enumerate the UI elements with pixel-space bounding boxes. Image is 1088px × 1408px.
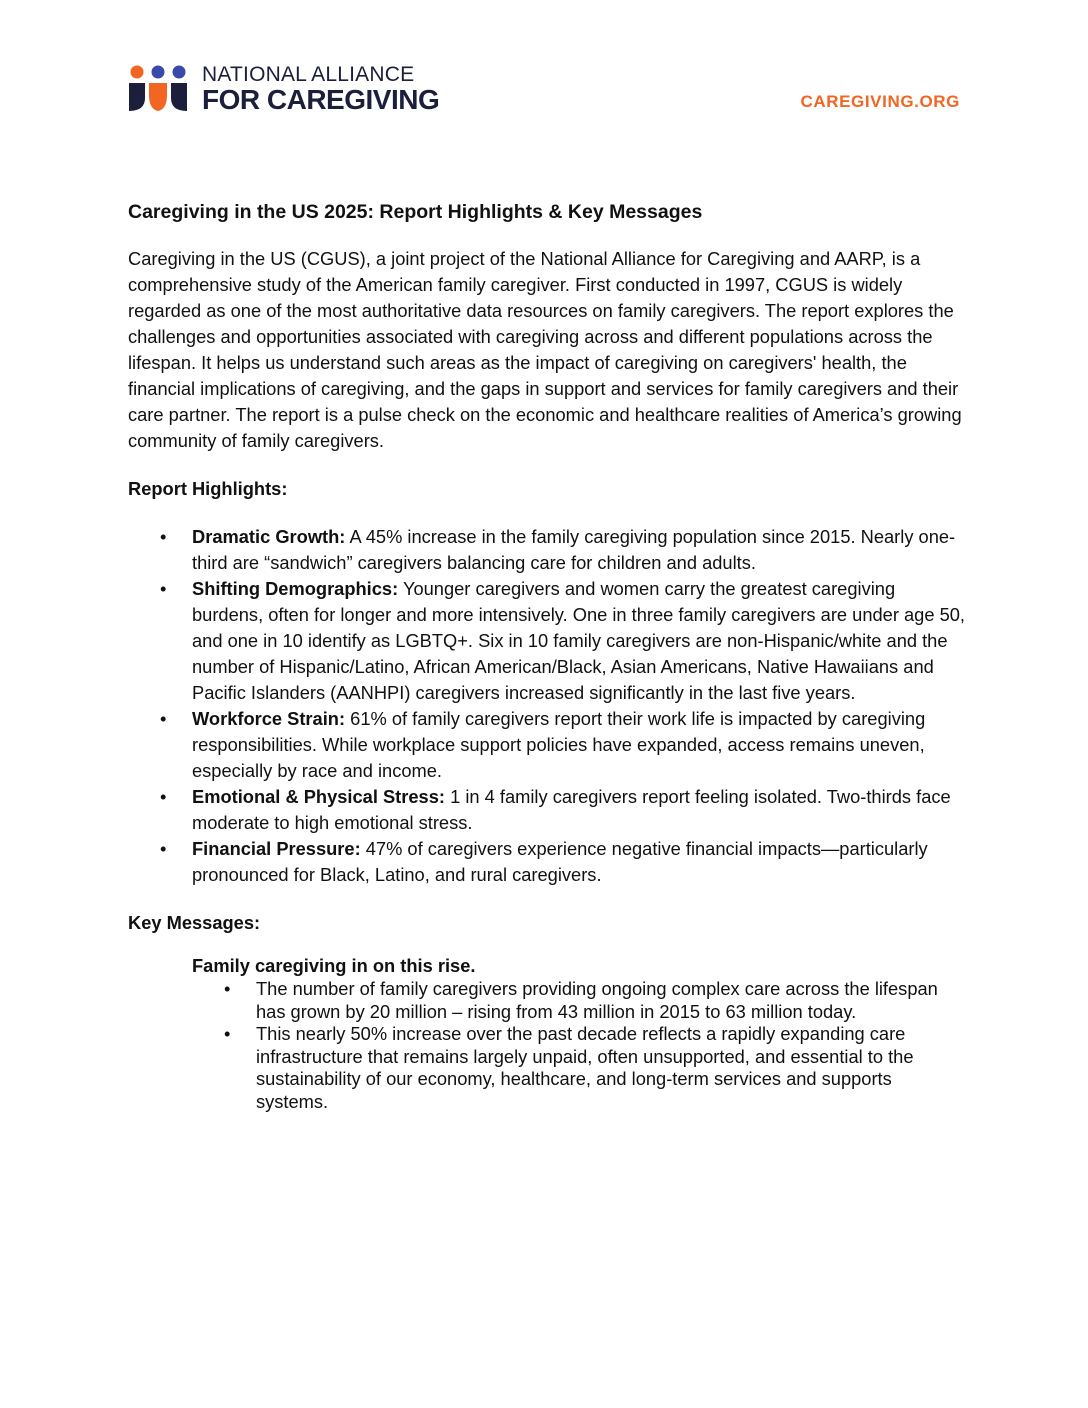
org-name-line2: FOR CAREGIVING xyxy=(202,84,440,115)
highlight-label: Shifting Demographics: xyxy=(192,578,399,599)
highlights-heading: Report Highlights: xyxy=(128,478,288,499)
highlight-text: 61% of family caregivers report their work life is impacted by caregiving responsibilities. While workplace support policies have expanded, access remains uneven, especially by race and income. xyxy=(192,708,926,781)
key-messages-heading: Key Messages: xyxy=(128,912,261,933)
highlight-label: Workforce Strain: xyxy=(192,708,346,729)
document-body xyxy=(128,198,966,1113)
org-name xyxy=(202,64,439,114)
highlight-text: 47% of caregivers experience negative financial impacts—particularly pronounced for Black, Latino, and rural caregivers. xyxy=(192,838,928,885)
highlight-label: Financial Pressure: xyxy=(192,838,361,859)
document-title: Caregiving in the US 2025: Report Highlights & Key Messages xyxy=(128,201,703,223)
key-message-block xyxy=(192,954,966,1113)
highlight-label: Dramatic Growth: xyxy=(192,526,346,547)
intro-paragraph: Caregiving in the US (CGUS), a joint project of the National Alliance for Caregiving and AARP, is a comprehensive study of the American family caregiver. First conducted in 1997, CGUS is widely regarded as one of the most authoritative data resources on family caregivers. The report explores the challenges and opportunities associated with caregiving across and different populations across the lifespan. It helps us understand such areas as the impact of caregiving on caregivers' health, the financial implications of caregiving, and the gaps in support and services for family caregivers and their care partner. The report is a pulse check on the economic and healthcare realities of America’s growing community of family caregivers. xyxy=(128,248,962,451)
list-item: • The number of family caregivers providing ongoing complex care across the lifespan has grown by 20 million – rising from 43 million in 2015 to 63 million today. xyxy=(256,978,966,1023)
key-message-points xyxy=(192,978,966,1113)
list-item xyxy=(192,706,966,784)
org-name-line1: NATIONAL ALLIANCE xyxy=(202,63,415,86)
highlights-list xyxy=(128,524,966,888)
list-item xyxy=(192,576,966,706)
highlight-label: Emotional & Physical Stress: xyxy=(192,786,445,807)
org-logo xyxy=(128,64,439,114)
list-item xyxy=(192,836,966,888)
highlight-text: Younger caregivers and women carry the greatest caregiving burdens, often for longer and more intensively. One in three family caregivers are under age 50, and one in 10 identify as LGBTQ+. Six in 10 family caregivers are non-Hispanic/white and the number of Hispanic/Latino, African American/Black, Asian Americans, Native Hawaiians and Pacific Islanders (AANHPI) caregivers increased significantly in the last five years. xyxy=(192,578,965,703)
website-link[interactable]: CAREGIVING.ORG xyxy=(800,92,960,111)
list-item xyxy=(192,784,966,836)
list-item: • This nearly 50% increase over the past decade reflects a rapidly expanding care infrastructure that remains largely unpaid, often unsupported, and essential to the sustainability of our economy, healthcare, and long-term services and supports systems. xyxy=(256,1023,966,1113)
highlight-text: A 45% increase in the family caregiving population since 2015. Nearly one-third are “sandwich” caregivers balancing care for children and adults. xyxy=(192,526,956,573)
highlight-text: 1 in 4 family caregivers report feeling isolated. Two-thirds face moderate to high emotional stress. xyxy=(192,786,951,833)
key-message-title: Family caregiving in on this rise. xyxy=(192,955,476,976)
list-item xyxy=(192,524,966,576)
caregivers-logo-icon xyxy=(128,65,188,113)
